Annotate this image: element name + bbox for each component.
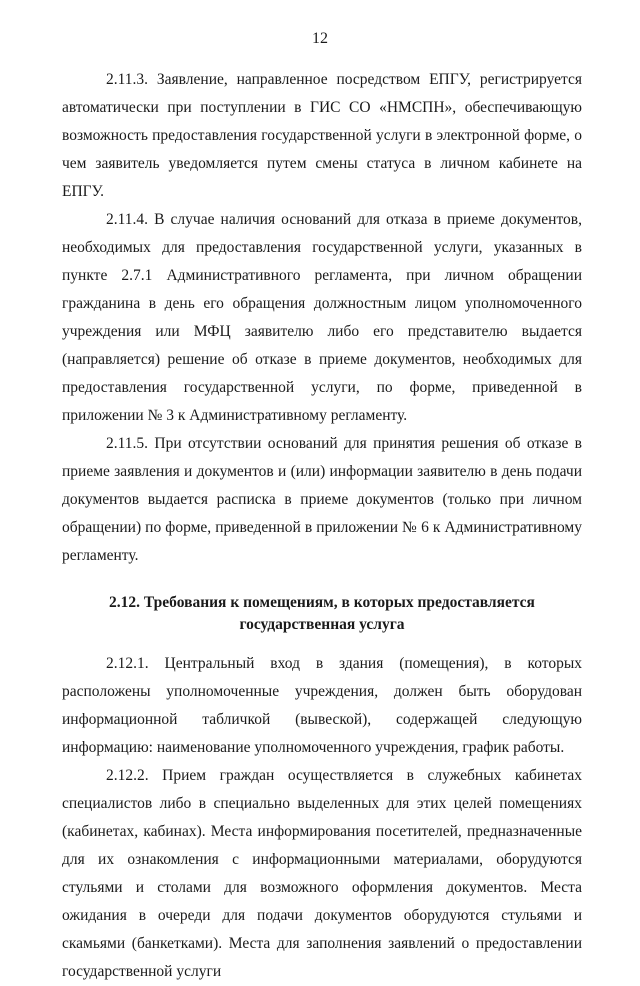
document-body (62, 66, 582, 986)
heading-line-2: государственная услуга (239, 616, 405, 633)
paragraph-2-12-1: 2.12.1. Центральный вход в здания (помещения), в которых расположены уполномоченные учреждения, должен быть оборудован информационной табличкой (вывеской), содержащей следующую информацию: наименование уполномоченного учреждения, график работы. (62, 655, 582, 756)
heading-line-1: 2.12. Требования к помещениям, в которых предоставляется (109, 594, 535, 611)
paragraph-2-11-3: 2.11.3. Заявление, направленное посредством ЕПГУ, регистрируется автоматически при поступлении в ГИС СО «НМСПН», обеспечивающую возможность предоставления государственной услуги в электронной форме, о чем заявитель уведомляется путем смены статуса в личном кабинете на ЕПГУ. (62, 71, 582, 200)
page-number: 12 (312, 30, 328, 47)
section-heading-2-12 (62, 592, 582, 636)
paragraph-2-11-5: 2.11.5. При отсутствии оснований для принятия решения об отказе в приеме заявления и документов и (или) информации заявителю в день подачи документов выдается расписка в приеме документов (только при личном обращении) по форме, приведенной в приложении № 6 к Административному регламенту. (62, 435, 582, 564)
paragraph-2-12-2: 2.12.2. Прием граждан осуществляется в служебных кабинетах специалистов либо в специально выделенных для этих целей помещениях (кабинетах, кабинах). Места информирования посетителей, предназначенные для их ознакомления с информационными материалами, оборудуются стульями и столами для возможного оформления документов. Места ожидания в очереди для подачи документов оборудуются стульями и скамьями (банкетками). Места для заполнения заявлений о предоставлении государственной услуги (62, 767, 582, 980)
paragraph-2-11-4: 2.11.4. В случае наличия оснований для отказа в приеме документов, необходимых для предоставления государственной услуги, указанных в пункте 2.7.1 Административного регламента, при личном обращении гражданина в день его обращения должностным лицом уполномоченного учреждения или МФЦ заявителю либо его представителю выдается (направляется) решение об отказе в приеме документов, необходимых для предоставления государственной услуги, по форме, приведенной в приложении № 3 к Административному регламенту. (62, 211, 582, 424)
